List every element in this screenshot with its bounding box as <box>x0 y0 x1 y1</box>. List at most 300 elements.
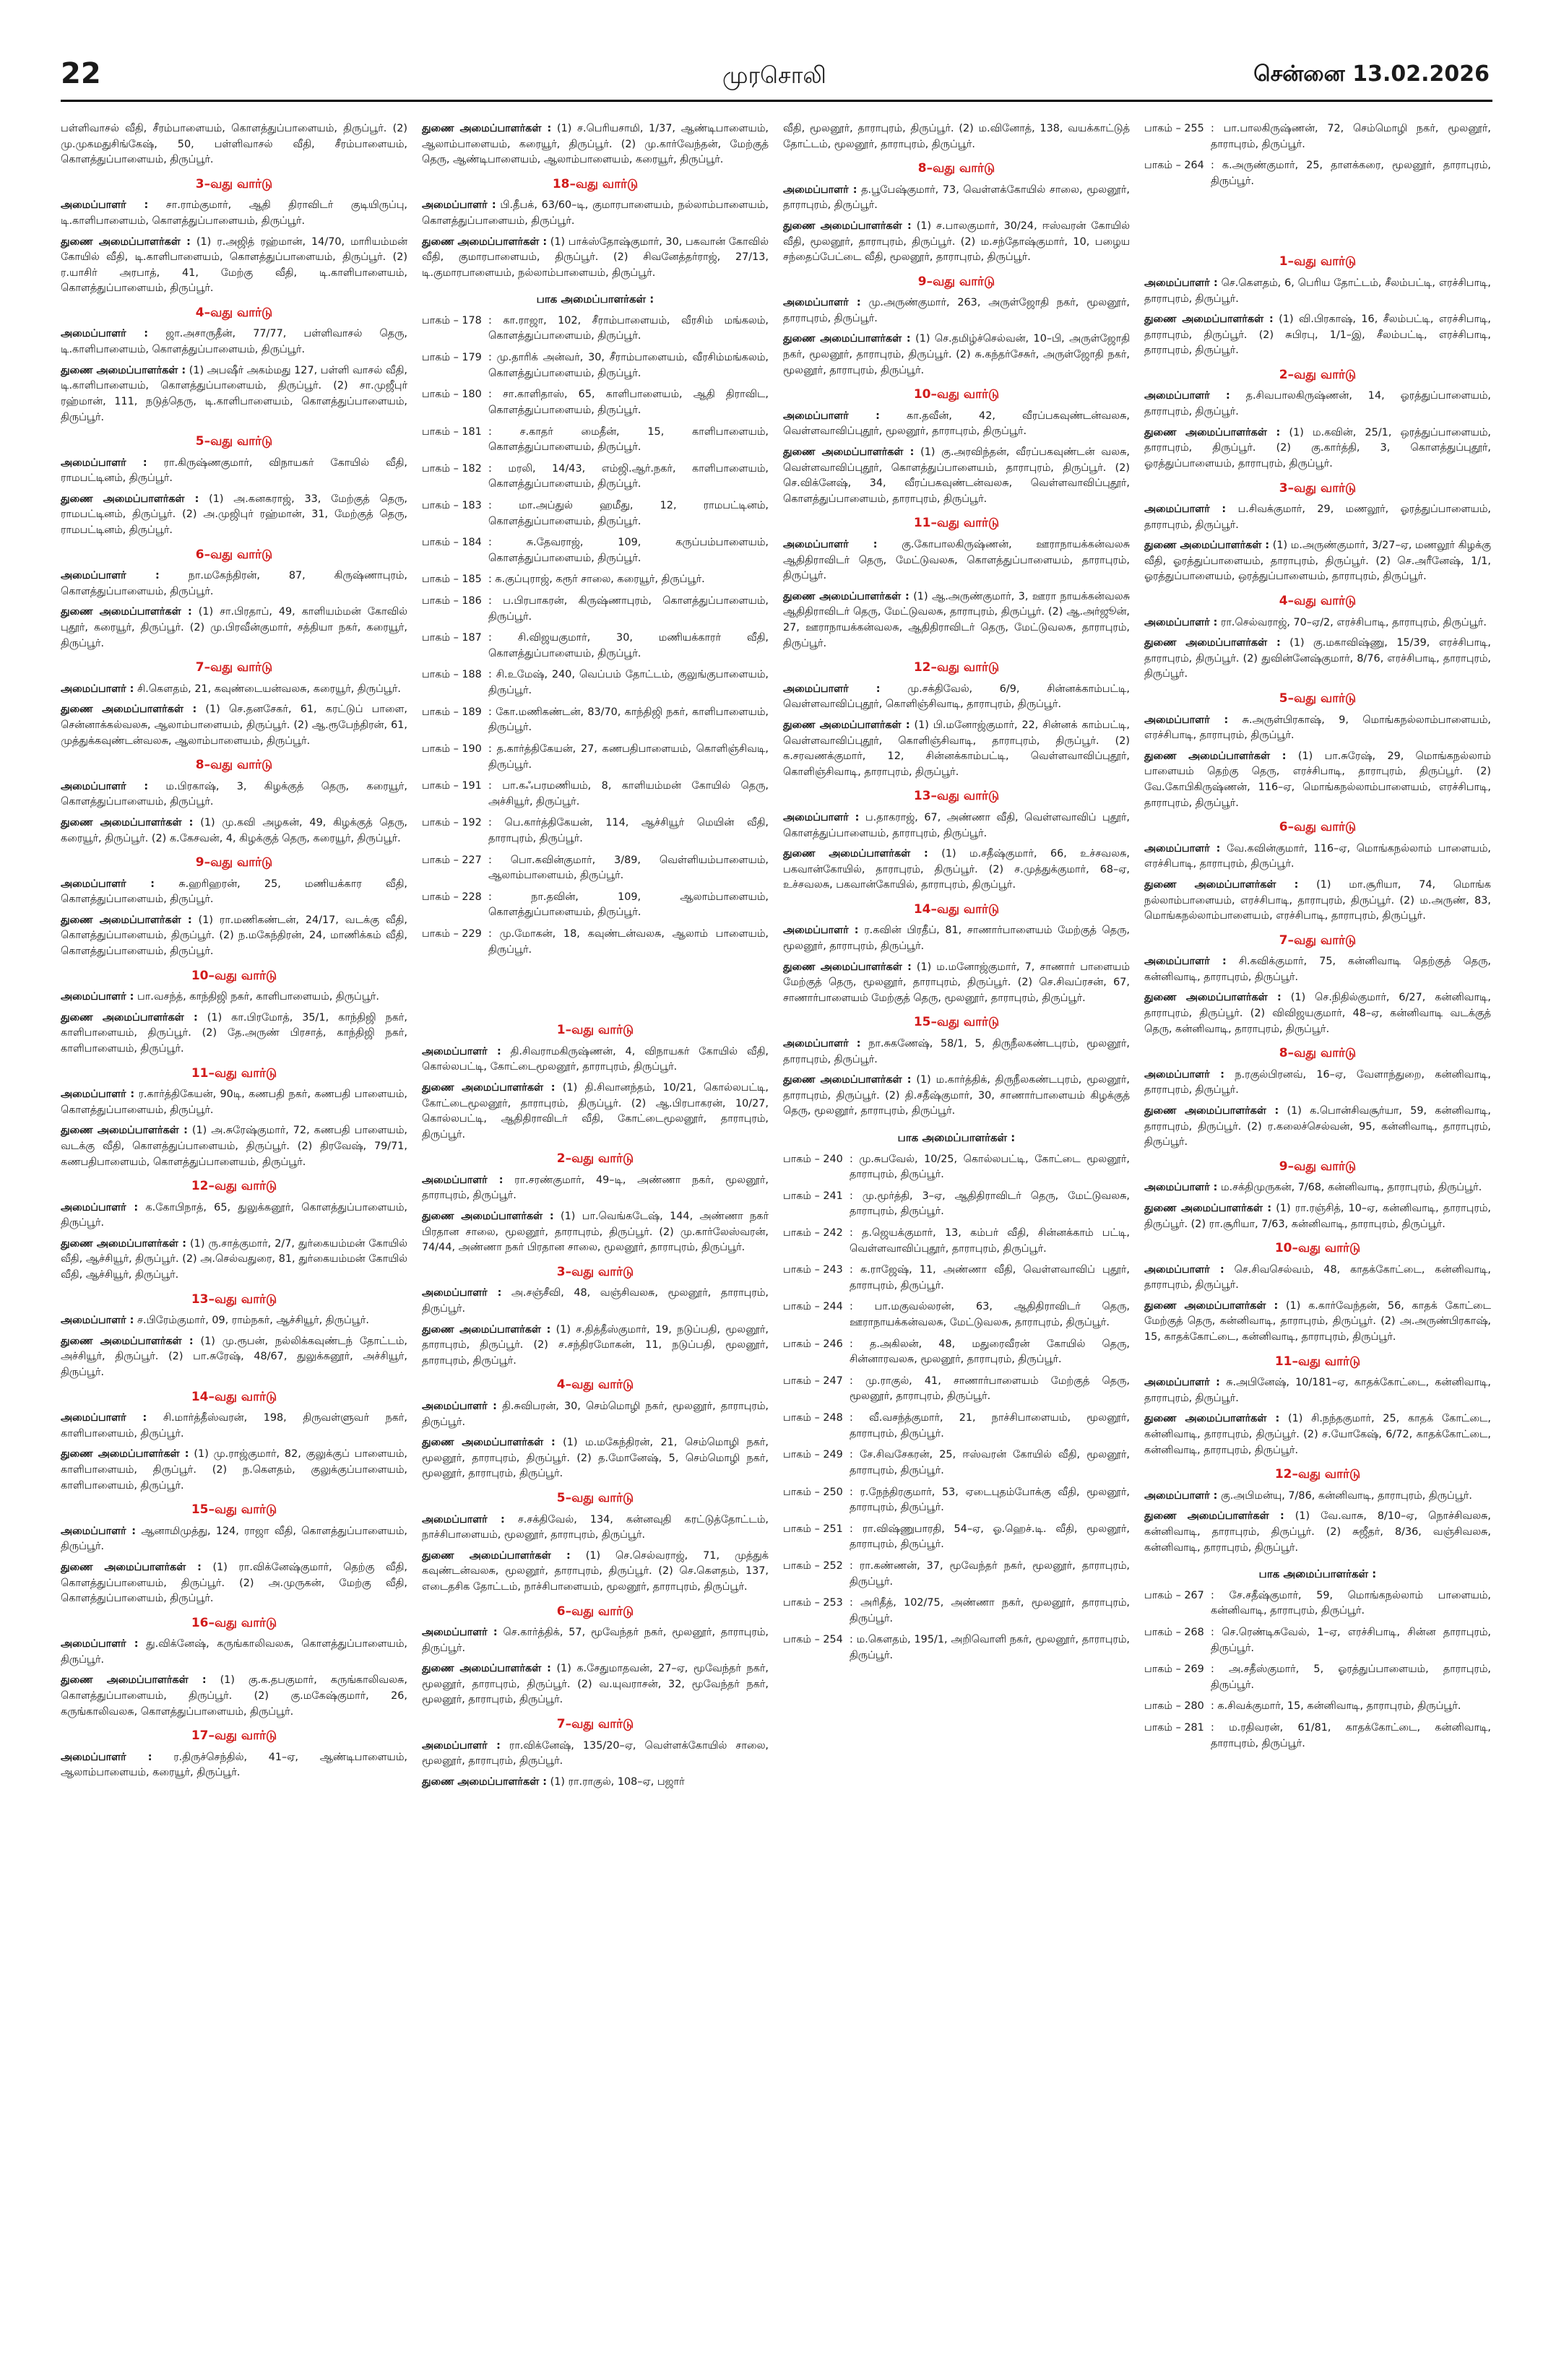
organizer-entry <box>783 718 1130 780</box>
organizer-entry <box>1144 389 1491 420</box>
organizer-entry <box>1144 1509 1491 1556</box>
booth-entry <box>422 462 769 493</box>
booth-entry <box>422 705 769 736</box>
role-label: துணை அமைப்பாளர்கள் : <box>422 1437 556 1449</box>
booth-entry <box>783 1559 1130 1590</box>
booth-number: பாகம் – 180 <box>422 389 482 401</box>
organizer-entry <box>61 913 407 960</box>
booth-entry <box>783 1522 1130 1553</box>
booth-number: பாகம் – 244 <box>783 1301 843 1313</box>
entry-text: (1) ரு.சாத்குமார், 2/7, துர்கையம்மன் கோயில் வீதி, ஆச்சியூர், திருப்பூர். (2) அ.செல்வதுரை, 81, துர்கையம்மன் கோயில் வீதி, ஆச்சியூர், திருப்பூர். <box>61 1237 407 1281</box>
ward-heading: 2–வது வார்டு <box>1279 367 1357 382</box>
booth-detail: : மு.மூர்த்தி, 3–ஏ, ஆதிதிராவிடர் தெரு, மேட்டுவலசு, தாராபுரம், திருப்பூர். <box>850 1190 1130 1218</box>
role-label: அமைப்பாளர் : <box>783 297 861 309</box>
organizer-entry <box>1144 878 1491 925</box>
booth-detail: : மு.தாரிக் அன்வர், 30, சீராம்பாளையம், வீரசிம்மங்கலம், கொளத்துப்பாளையம், திருப்பூர். <box>488 352 769 379</box>
organizer-entry <box>61 1750 407 1781</box>
booth-number: பாகம் – 268 <box>1144 1626 1204 1638</box>
entry-text: (1) செ.தமிழ்ச்செல்வன், 10–பி, அருள்ஜோதி நகர், மூலனூர், தாராபுரம், திருப்பூர். (2) சு.கந்தர்சேசுர், அருள்ஜோதி நகர், மூலனூர், தாராபுரம், திருப்பூர். <box>783 333 1130 376</box>
ward-heading: 3–வது வார்டு <box>1279 480 1357 496</box>
booth-number: பாகம் – 227 <box>422 854 482 866</box>
role-label: துணை அமைப்பாளர்கள் : <box>422 123 552 134</box>
booth-detail: : பா.பாலகிருஷ்ணன், 72, செம்மொழி நகர், மூலனூர், தாராபுரம், திருப்பூர். <box>1211 123 1491 150</box>
entry-text: ப.தாகராஜ், 67, அண்ணா வீதி, வெள்ளவாவிப் புதூர், கொளத்துப்பாளையம், தாராபுரம், திருப்பூர். <box>783 811 1130 839</box>
ward-heading: 5–வது வார்டு <box>1279 691 1357 706</box>
booth-detail: : மு.ராகுல், 41, சாணார்பாளையம் மேற்குத் தெரு, மூலனூர், தாராபுரம், திருப்பூர். <box>850 1375 1130 1403</box>
role-label: அமைப்பாளர் : <box>1144 616 1218 628</box>
booth-detail: : க.குப்புராஜ், கரூர் சாலை, கரையூர், திருப்பூர். <box>488 574 705 586</box>
entry-text: (1) க.கார்வேந்தன், 56, காதக் கோட்டை மேற்குத் தெரு, கன்னிவாடி, தாராபுரம், திருப்பூர். (2) அ.அருண்பிரகாஷ், 15, காதக்கோட்டை, கன்னிவாடி, தாராபுரம், திருப்பூர். <box>1144 1299 1491 1343</box>
role-label: துணை அமைப்பாளர்கள் : <box>422 1663 551 1675</box>
role-label: துணை அமைப்பாளர்கள் : <box>61 1561 202 1573</box>
role-label: துணை அமைப்பாளர்கள் : <box>61 1448 189 1461</box>
organizer-entry <box>422 1399 769 1430</box>
entry-text: (1) அ.கனகராஜ், 33, மேற்குத் தெரு, ராமபட்டினம், திருப்பூர். (2) அ.முஜிபுர் ரஹ்மான், 31, மேற்குத் தெரு, ராமபட்டினம், திருப்பூர். <box>61 493 407 537</box>
entry-text: (1) ஆ.அருண்குமார், 3, ஊரா நாயக்கன்வலசு ஆதிதிராவிடர் தெரு, மேட்டுவலசு, தாராபுரம், திருப்பூர். (2) ஆ.அர்ஜூன், 27, ஊராநாயக்கன்வலசு, ஆதிதிராவிடர் தெரு, மேட்டுவலசு, தாராபுரம், திருப்பூர். <box>783 590 1130 649</box>
entry-text: ரா.சரண்குமார், 49–டி, அண்ணா நகர், மூலனூர், தாராபுரம், திருப்பூர். <box>422 1174 769 1202</box>
column-4 <box>1144 121 1491 2360</box>
entry-text: (1) வே.வாசு, 8/10–ஏ, நொச்சிவலசு, கன்னிவாடி, தாராபுரம், திருப்பூர். (2) சுஜீதர், 8/36, வஞ்சிவலசு, கன்னிவாடி, தாராபுரம், திருப்பூர். <box>1144 1510 1491 1554</box>
organizer-entry <box>61 363 407 425</box>
role-label: துணை அமைப்பாளர்கள் : <box>61 1125 188 1137</box>
organizer-entry <box>422 1549 769 1596</box>
entry-text: ர.கார்த்திகேயன், 90டி, கணபதி நகர், கணபதி பாளையம், கொளத்துப்பாளையம், திருப்பூர். <box>61 1089 407 1116</box>
booth-number: பாகம் – 253 <box>783 1597 843 1609</box>
organizer-entry <box>783 295 1130 326</box>
role-label: அமைப்பாளர் : <box>61 199 149 212</box>
entry-text: (1) வி.பிரகாஷ், 16, சீலம்பட்டி, எரச்சிபாடி, தாராபுரம், திருப்பூர். (2) சுபிரபு, 1/1–இ, சீலம்பட்டி, எரச்சிபாடி, தாராபுரம், திருப்பூர். <box>1144 313 1491 357</box>
booth-detail: : ம.ரதிவரன், 61/81, காதக்கோட்டை, கன்னிவாடி, தாராபுரம், திருப்பூர். <box>1211 1721 1491 1749</box>
entry-text: (1) செ.தனசேகர், 61, கரட்டுப் பாளை, சென்னாக்கல்வலசு, ஆலாம்பாளையம், திருப்பூர். (2) ஆ.ரூபேந்திரன், 61, முத்துக்கவுண்டன்வலசு, ஆலாம்பாளையம், திருப்பூர். <box>61 704 407 747</box>
ward-heading: 6–வது வார்டு <box>1279 820 1357 835</box>
entry-text: சி.மார்த்தீஸ்வரன், 198, திருவள்ளுவர் நகர், காளிபாளையம், திருப்பூர். <box>61 1412 407 1440</box>
booth-number: பாகம் – 190 <box>422 743 482 755</box>
role-label: அமைப்பாளர் : <box>783 925 859 937</box>
booth-entry <box>422 350 769 381</box>
organizer-entry <box>422 1044 769 1076</box>
booth-detail: : நா.தவின், 109, ஆலாம்பாளையம், கொளத்துப்பாளையம், திருப்பூர். <box>488 891 769 919</box>
organizer-entry <box>783 445 1130 507</box>
booth-entry <box>422 535 769 566</box>
entry-text: மு.சக்திவேல், 6/9, சின்னக்காம்பட்டி, வெள்ளவாவிப்புதூர், கொளிஞ்சிவாடி, தாராபுரம், திருப்பூர். <box>783 683 1130 711</box>
role-label: அமைப்பாளர் : <box>1144 1263 1224 1276</box>
entry-text: (1) தி.சிவானந்தம், 10/21, கொல்லபட்டி, கோட்டைமூலனூர், தாராபுரம், திருப்பூர். (2) ஆ.பிரபாகரன், 10/27, கொல்லபட்டி, ஆதிதிராவிடர் வீதி, கோட்டைமூலனூர், தாராபுரம், திருப்பூர். <box>422 1081 769 1141</box>
role-label: அமைப்பாளர் : <box>1144 714 1229 726</box>
ward-heading: 11–வது வார்டு <box>1274 1354 1361 1369</box>
booth-entry <box>1144 158 1491 189</box>
entry-text: (1) ம.கார்த்திக், திருநீலகண்டபுரம், மூலனூர், தாராபுரம், திருப்பூர். (2) தி.சதீஷ்குமார், 30, சாணார்பாளையம் கிழக்குத் தெரு, மூலனூர், தாராபுரம், திருப்பூர். <box>783 1074 1130 1117</box>
booth-number: பாகம் – 228 <box>422 891 482 903</box>
masthead <box>0 0 1543 101</box>
entry-text: வீதி, மூலனூர், தாராபுரம், திருப்பூர். (2) ம.வினோத், 138, வயக்காட்டுத் தோட்டம், மூலனூர், தாராபுரம், திருப்பூர். <box>783 123 1130 150</box>
entry-text: (1) செ.செல்வராஜ், 71, முத்துக் கவுண்டன்வலசு, மூலனூர், தாராபுரம், திருப்பூர். (2) செ.கௌதம், 137, எடைதசிக தோட்டம், நாச்சிபாளையம், மூலனூர், தாராபுரம், திருப்பூர். <box>422 1549 769 1593</box>
role-label: துணை அமைப்பாளர்கள் : <box>1144 750 1287 762</box>
booth-number: பாகம் – 264 <box>1144 160 1204 172</box>
booth-detail: : த.ஜெயக்குமார், 13, கம்பர் வீதி, சின்னக்காம் பட்டி, வெள்ளவாவிப்புதூர், தாராபுரம், திருப்பூர். <box>850 1226 1130 1255</box>
role-label: அமைப்பாளர் : <box>1144 1068 1225 1081</box>
organizer-entry <box>61 1011 407 1057</box>
booth-entry <box>422 498 769 529</box>
ward-heading: 8–வது வார்டு <box>195 758 273 773</box>
entry-text: து.விக்னேஷ், கருங்காலிவலசு, கொளத்துப்பாளையம், திருப்பூர். <box>61 1638 407 1666</box>
role-label: அமைப்பாளர் : <box>1144 842 1221 854</box>
organizer-entry <box>1144 954 1491 985</box>
organizer-entry <box>1144 312 1491 359</box>
role-label: அமைப்பாளர் : <box>422 1045 501 1057</box>
role-label: துணை அமைப்பாளர்கள் : <box>61 493 199 505</box>
booth-detail: : மு.சுபவேல், 10/25, கொல்லபட்டி, கோட்டை மூலனூர், தாராபுரம், திருப்பூர். <box>850 1153 1130 1181</box>
entry-text: நா.மகேந்திரன், 87, கிருஷ்ணாபுரம், கொளத்துப்பாளையம், திருப்பூர். <box>61 570 407 597</box>
organizer-entry <box>1144 1180 1491 1196</box>
role-label: அமைப்பாளர் : <box>783 183 857 196</box>
booth-detail: : கோ.மணிகண்டன், 83/70, காந்திஜி நகர், காளிபாளையம், திருப்பூர். <box>488 706 769 734</box>
entry-text: (1) கு.அரவிந்தன், வீரப்பகவுண்டன் வலசு, வெள்ளவாவிப்புதூர், கொளத்துப்பாளையம், தாராபுரம், திருப்பூர். (2) செ.விக்னேஷ், 34, வீரப்பகவுண்டன்வலசு, வெள்ளவாவிப்புதூர், கொளத்துப்பாளையம், தாராபுரம், திருப்பூர். <box>783 446 1130 505</box>
ward-heading: 10–வது வார்டு <box>1274 1241 1361 1256</box>
booth-number: பாகம் – 246 <box>783 1338 843 1350</box>
role-label: துணை அமைப்பாளர்கள் : <box>61 816 194 828</box>
organizer-entry <box>61 990 407 1005</box>
booth-entry <box>422 425 769 456</box>
organizer-entry <box>422 1661 769 1708</box>
ward-heading: 8–வது வார்டு <box>917 161 995 176</box>
role-label: துணை அமைப்பாளர்கள் : <box>1144 637 1281 649</box>
organizer-entry <box>61 815 407 847</box>
role-label: துணை அமைப்பாளர்கள் : <box>61 235 191 248</box>
ward-heading: 9–வது வார்டு <box>1279 1159 1357 1174</box>
ward-heading: 12–வது வார்டு <box>191 1179 277 1194</box>
role-label: அமைப்பாளர் : <box>61 1412 147 1424</box>
booth-detail: : பா.மகுவல்லரன், 63, ஆதிதிராவிடர் தெரு, ஊராநாயக்கன்வலசு, மேட்டுவலசு, தாராபுரம், திருப்பூர். <box>850 1301 1130 1329</box>
organizer-entry <box>61 1313 407 1329</box>
organizer-entry <box>61 702 407 749</box>
entry-text: ம.பிரகாஷ், 3, கிழக்குத் தெரு, கரையூர், கொளத்துப்பாளையம், திருப்பூர். <box>61 780 407 808</box>
booth-number: பாகம் – 249 <box>783 1449 843 1461</box>
ward-heading: 3–வது வார்டு <box>556 1264 634 1279</box>
role-label: துணை அமைப்பாளர்கள் : <box>1144 540 1270 552</box>
organizer-entry <box>61 1237 407 1284</box>
organizer-entry <box>61 1123 407 1170</box>
role-label: அமைப்பாளர் : <box>422 1739 501 1752</box>
ward-heading: 2–வது வார்டு <box>556 1151 634 1167</box>
ward-heading: 6–வது வார்டு <box>556 1604 634 1619</box>
booth-detail: : த.கார்த்திகேயன், 27, கணபதிபாளையம், கொளிஞ்சிவடி, திருப்பூர். <box>488 743 769 771</box>
entry-text: (1) மு.ராஜ்குமார், 82, குலுக்குப் பாளையம், காளிபாளையம், திருப்பூர். (2) ந.கௌதம், குலுக்குப்பாளையம், காளிபாளையம், திருப்பூர். <box>61 1448 407 1492</box>
booth-entry <box>783 1448 1130 1479</box>
booth-detail: : ம.கௌதம், 195/1, அறிவொளி நகர், மூலனூர், தாராபுரம், திருப்பூர். <box>850 1634 1130 1661</box>
role-label: துணை அமைப்பாளர்கள் : <box>61 1335 194 1347</box>
organizer-entry <box>61 1560 407 1607</box>
entry-text: ரா.செல்வராஜ், 70–ஏ/2, எரச்சிபாடி, தாராபுரம், திருப்பூர். <box>1220 616 1487 628</box>
ward-heading: 18–வது வார்டு <box>552 176 639 191</box>
organizer-entry <box>1144 1489 1491 1505</box>
role-label: அமைப்பாளர் : <box>1144 1489 1218 1502</box>
booth-detail: : மு.மோகன், 18, கவுண்டன்வலசு, ஆலாம் பாளையம், திருப்பூர். <box>488 927 769 956</box>
ward-heading: 8–வது வார்டு <box>1279 1046 1357 1061</box>
role-label: அமைப்பாளர் : <box>422 1287 502 1299</box>
organizer-entry <box>1144 713 1491 744</box>
entry-text: (1) பி.மனோஜ்குமார், 22, சின்னக் காம்பட்டி, வெள்ளவாவிப்புதூர், கொளிஞ்சிவாடி, தாராபுரம், திருப்பூர். (2) க.சரவணக்குமார், 12, சின்னக்காம்பட்டி, வெள்ளவாவிப்புதூர், கொளிஞ்சிவாடி, தாராபுரம், திருப்பூர். <box>783 719 1130 778</box>
role-label: அமைப்பாளர் : <box>783 538 878 550</box>
booth-entry <box>422 594 769 625</box>
ward-heading: 7–வது வார்டு <box>1279 932 1357 948</box>
organizer-entry <box>422 1739 769 1770</box>
role-label: துணை அமைப்பாளர்கள் : <box>61 606 192 618</box>
ward-heading: 1–வது வார்டு <box>556 1023 634 1038</box>
role-label: அமைப்பாளர் : <box>783 811 860 823</box>
entry-text: கா.தவீன், 42, வீரப்பகவுண்டன்வலசு, வெள்ளவாவிப்புதூர், மூலனூர், தாராபுரம், திருப்பூர். <box>783 410 1130 438</box>
organizer-entry <box>1144 1263 1491 1294</box>
entry-text: ரா.விக்னேஷ், 135/20–ஏ, வெள்ளக்கோயில் சாலை, மூலனூர், தாராபுரம், திருப்பூர். <box>422 1739 769 1767</box>
role-label: துணை அமைப்பாளர்கள் : <box>422 1549 571 1562</box>
role-label: அமைப்பாளர் : <box>783 410 880 422</box>
entry-text: (1) க.சேதுமாதவன், 27–ஏ, மூவேந்தர் நகர், மூலனூர், தாராபுரம், திருப்பூர். (2) வ.யுவராசன், 32, மூவேந்தர் நகர், மூலனூர், தாராபுரம், திருப்பூர். <box>422 1663 769 1706</box>
booth-number: பாகம் – 183 <box>422 499 482 511</box>
organizer-entry <box>1144 636 1491 683</box>
booth-number: பாகம் – 267 <box>1144 1589 1204 1601</box>
entry-text: (1) சா.பிரதாப், 49, காளியம்மன் கோவில் புதூர், கரையூர், திருப்பூர். (2) மு.பிரவீன்குமார், சத்தியா நகர், கரையூர், திருப்பூர். <box>61 606 407 649</box>
role-label: அமைப்பாளர் : <box>422 1627 498 1639</box>
role-label: அமைப்பாளர் : <box>61 1201 139 1213</box>
organizer-entry <box>61 1411 407 1442</box>
booth-detail: : கா.ராஜா, 102, சீராம்பாளையம், வீரசிம் மங்கலம், கொளத்துப்பாளையம், திருப்பூர். <box>488 314 769 342</box>
entry-text: (1) ம.மனோஜ்குமார், 7, சாணார் பாளையம் மேற்குத் தெரு, மூலனூர், தாராபுரம், திருப்பூர். (2) செ.சிவப்ரசன், 67, சாணார்பாளையம் மேற்குத் தெரு, மூலனூர், தாராபுரம், திருப்பூர். <box>783 961 1130 1004</box>
organizer-entry <box>783 682 1130 713</box>
role-label: துணை அமைப்பாளர்கள் : <box>61 364 186 376</box>
entry-text: பள்ளிவாசல் வீதி, சீரம்பாளையம், கொளத்துப்பாளையம், திருப்பூர். (2) மு.முகமதுசிங்கேஷ், 50, பள்ளிவாசல் வீதி, சீரம்பாளையம், கொளத்துப்பாளையம், திருப்பூர். <box>61 123 407 166</box>
entry-text: (1) கா.பிரமோத், 35/1, காந்திஜி நகர், காளிபாளையம், திருப்பூர். (2) தே.அருண் பிரசாத், காந்திஜி நகர், காளிபாளையம், திருப்பூர். <box>61 1011 407 1055</box>
role-label: துணை அமைப்பாளர்கள் : <box>61 1011 198 1024</box>
booth-number: பாகம் – 280 <box>1144 1700 1204 1713</box>
booth-entry <box>422 313 769 345</box>
booth-number: பாகம் – 181 <box>422 425 482 438</box>
booth-detail: : வீ.வசந்த்குமார், 21, நாச்சிபாளையம், மூலனூர், தாராபுரம், திருப்பூர். <box>850 1412 1130 1440</box>
entry-text: ச.பிரேம்குமார், 09, ராம்நகர், ஆச்சியூர், திருப்பூர். <box>137 1315 369 1327</box>
organizer-entry <box>1144 1104 1491 1151</box>
booth-entry <box>1144 1721 1491 1752</box>
role-label: துணை அமைப்பாளர்கள் : <box>61 1674 207 1687</box>
role-label: அமைப்பாளர் : <box>783 683 881 695</box>
entry-text: ஆனாமிமுத்து, 124, ராஜா வீதி, கொளத்துப்பாளையம், திருப்பூர். <box>61 1525 407 1553</box>
organizer-entry <box>422 1435 769 1482</box>
role-label: துணை அமைப்பாளர்கள் : <box>422 1081 556 1094</box>
entry-text: (1) சி.நந்தகுமார், 25, காதக் கோட்டை, கன்னிவாடி, தாராபுரம், திருப்பூர். (2) ச.யோகேஷ், 6/72, காதக்கோட்டை, கன்னிவாடி, தாராபுரம், திருப்பூர். <box>1144 1413 1491 1456</box>
role-label: துணை அமைப்பாளர்கள் : <box>422 1323 551 1336</box>
organizer-entry <box>783 1073 1130 1120</box>
entry-text: (1) மா.சூரியா, 74, மொங்க நல்லாம்பாளையம், எரச்சிபாடி, தாராபுரம், திருப்பூர். (2) ம.அருண், 83, மொங்கநல்லாம்பாளையம், எரச்சிபாடி, தாராபுரம், திருப்பூர். <box>1144 878 1491 922</box>
organizer-entry <box>783 409 1130 440</box>
ward-heading: 11–வது வார்டு <box>913 516 1000 531</box>
role-label: துணை அமைப்பாளர்கள் : <box>1144 313 1274 326</box>
role-label: அமைப்பாளர் : <box>61 570 160 582</box>
entry-text: (1) ர.அஜித் ரஹ்மான், 14/70, மாரியம்மன் கோயில் வீதி, டி.காளிபாளையம், கொளத்துப்பாளையம், திருப்பூர். (2) ர.யாசிர் அரபாத், 41, மேற்கு வீதி, டி.காளிபாளையம், கொளத்துப்பாளையம், திருப்பூர். <box>61 235 407 295</box>
booth-number: பாகம் – 182 <box>422 462 482 475</box>
entry-text: ர.திருச்செந்தில், 41–ஏ, ஆண்டிபாளையம், ஆலாம்பாளையம், கரையூர், திருப்பூர். <box>61 1751 407 1779</box>
booth-number: பாகம் – 255 <box>1144 123 1204 134</box>
booth-detail: : பா.கஃபரமணியம், 8, காளியம்மன் கோயில் தெரு, அச்சியூர், திருப்பூர். <box>488 780 769 808</box>
role-label: துணை அமைப்பாளர்கள் : <box>1144 878 1299 891</box>
ward-heading: 12–வது வார்டு <box>1274 1467 1361 1482</box>
role-label: அமைப்பாளர் : <box>61 683 134 695</box>
organizer-entry <box>1144 1411 1491 1458</box>
entry-text: (1) மு.கவி அழகன், 49, கிழக்குத் தெரு, கரையூர், திருப்பூர். (2) க.கேசவன், 4, கிழக்குத் தெரு, கரையூர், திருப்பூர். <box>61 816 407 844</box>
role-label: அமைப்பாளர் : <box>1144 1377 1220 1389</box>
booth-number: பாகம் – 243 <box>783 1264 843 1276</box>
role-label: அமைப்பாளர் : <box>422 1513 505 1526</box>
entry-text: (1) ம.கவின், 25/1, ஒரத்துப்பாளையம், தாராபுரம், திருப்பூர். (2) கு.கார்த்தி, 3, கொளத்துப்புதூர், ஓரத்துப்பாளையம், தாராபுரம், திருப்பூர். <box>1144 426 1491 469</box>
ward-heading: 14–வது வார்டு <box>913 901 1000 917</box>
booth-detail: : செ.ரெண்டிசுவேல், 1–ஏ, எரச்சிபாடி, சின்ன தாராபுரம், திருப்பூர். <box>1211 1626 1491 1654</box>
organizer-entry <box>61 326 407 358</box>
entry-text: சா.ராம்குமார், ஆதி திராவிடர் குடியிருப்பு, டி.காளிபாளையம், கொளத்துப்பாளையம், திருப்பூர். <box>61 199 407 227</box>
entry-text: ர.கவின் பிரதீப், 81, சாணார்பாளையம் மேற்குத் தெரு, மூலனூர், தாராபுரம், திருப்பூர். <box>783 925 1130 953</box>
booth-entry <box>422 387 769 418</box>
entry-text: (1) ச.தித்தீஸ்குமார், 19, நடுப்பதி, மூலனூர், தாராபுரம், திருப்பூர். (2) ச.சந்திரமோகன், 11, நடுப்பதி, மூலனூர், தாராபுரம், திருப்பூர். <box>422 1323 769 1367</box>
organizer-entry <box>61 1087 407 1118</box>
booth-entry <box>1144 1699 1491 1715</box>
booth-heading: பாக அமைப்பாளர்கள் : <box>536 293 654 306</box>
booth-detail: : சி.விஜயகுமார், 30, மணியக்காரர் வீதி, கொளத்துப்பாளையம், திருப்பூர். <box>488 632 769 659</box>
article-body <box>61 121 1491 2360</box>
role-label: துணை அமைப்பாளர்கள் : <box>61 704 197 716</box>
ward-heading: 13–வது வார்டு <box>913 789 1000 804</box>
booth-detail: : த.அகிலன், 48, மதுரைவீரன் கோயில் தெரு, சின்னாரவலசு, மூலனூர், தாராபுரம், திருப்பூர். <box>850 1338 1130 1366</box>
role-label: துணை அமைப்பாளர்கள் : <box>422 1211 554 1223</box>
organizer-entry <box>1144 615 1491 631</box>
booth-number: பாகம் – 281 <box>1144 1721 1204 1734</box>
entry-text: சு.ஹரிஹரன், 25, மணியக்கார வீதி, கொளத்துப்பாளையம், திருப்பூர். <box>61 878 407 906</box>
role-label: அமைப்பாளர் : <box>61 328 149 340</box>
page-number: 22 <box>61 57 101 90</box>
booth-heading: பாக அமைப்பாளர்கள் : <box>897 1131 1016 1145</box>
entry-text: (1) க.பொன்சிவசூர்யா, 59, கன்னிவாடி, தாராபுரம், திருப்பூர். (2) ர.கலைச்செல்வன், 95, கன்னிவாடி, தாராபுரம், திருப்பூர். <box>1144 1104 1491 1148</box>
organizer-entry <box>783 923 1130 954</box>
entry-text: செ.கௌதம், 6, பெரிய தோட்டம், சீலம்பட்டி, எரச்சிபாடி, தாராபுரம், திருப்பூர். <box>1144 277 1491 305</box>
role-label: அமைப்பாளர் : <box>1144 503 1227 516</box>
booth-number: பாகம் – 250 <box>783 1486 843 1498</box>
organizer-entry <box>422 1173 769 1204</box>
role-label: துணை அமைப்பாளர்கள் : <box>783 590 909 602</box>
role-label: துணை அமைப்பாளர்கள் : <box>1144 1104 1279 1117</box>
role-label: துணை அமைப்பாளர்கள் : <box>422 235 548 248</box>
organizer-entry <box>61 1334 407 1381</box>
entry-text: (1) ரா.விக்னேஷ்குமார், தெற்கு வீதி, கொளத்துப்பாளையம், திருப்பூர். (2) அ.முருகன், மேற்கு வீதி, கொளத்துப்பாளையம், திருப்பூர். <box>61 1561 407 1605</box>
organizer-entry <box>61 456 407 487</box>
organizer-entry <box>61 682 407 698</box>
role-label: அமைப்பாளர் : <box>61 1525 137 1537</box>
entry-text: (1) கு.மகாவிஷ்ணு, 15/39, எரச்சிபாடி, தாராபுரம், திருப்பூர். (2) துவின்னேஷ்குமார், 8/76, எரச்சிபாடி, தாராபுரம், திருப்பூர். <box>1144 637 1491 680</box>
organizer-entry <box>783 537 1130 584</box>
ward-heading: 7–வது வார்டு <box>195 660 273 675</box>
ward-heading: 5–வது வார்டு <box>195 434 273 449</box>
role-label: அமைப்பாளர் : <box>61 456 147 469</box>
booth-entry <box>422 890 769 921</box>
organizer-entry <box>783 1037 1130 1068</box>
role-label: துணை அமைப்பாளர்கள் : <box>783 220 912 232</box>
role-label: துணை அமைப்பாளர்கள் : <box>783 848 928 860</box>
booth-detail: : பெ.கார்த்திகேயன், 114, ஆச்சியூர் மெயின் வீதி, தாராபுரம், திருப்பூர். <box>488 817 769 844</box>
column-3 <box>783 121 1130 2360</box>
booth-detail: : ப.பிரபாகரன், கிருஷ்ணாபுரம், கொளத்துப்பாளையம், திருப்பூர். <box>488 595 769 623</box>
organizer-entry <box>61 235 407 297</box>
organizer-entry <box>783 332 1130 378</box>
entry-text: ச.சக்திவேல், 134, கன்னவுதி கரட்டுத்தோட்டம், நாச்சிபாளையம், மூலனூர், தாராபுரம், திருப்பூர். <box>422 1513 769 1541</box>
organizer-entry <box>1144 841 1491 873</box>
booth-entry <box>783 1596 1130 1627</box>
entry-text: (1) ரா.ரஞ்சித், 10–ஏ, கன்னிவாடி, தாராபுரம், திருப்பூர். (2) ரா.சூரியா, 7/63, கன்னிவாடி, தாராபுரம், திருப்பூர். <box>1144 1202 1491 1230</box>
entry-text: வே.கவின்குமார், 116–ஏ, மொங்கநல்லாம் பாளையம், எரச்சிபாடி, தாராபுரம், திருப்பூர். <box>1144 842 1491 870</box>
entry-text: (1) ரா.ராகுல், 108–ஏ, பஜார் <box>550 1775 685 1788</box>
booth-number: பாகம் – 269 <box>1144 1663 1204 1676</box>
entry-text: (1) செ.நிதில்குமார், 6/27, கன்னிவாடி, தாராபுரம், திருப்பூர். (2) விவிஜயகுமார், 48–ஏ, கன்னிவாடி வடக்குத் தெரு, கன்னிவாடி, தாராபுரம், திருப்பூர். <box>1144 992 1491 1035</box>
ward-heading: 6–வது வார்டு <box>195 547 273 562</box>
role-label: துணை அமைப்பாளர்கள் : <box>1144 992 1281 1004</box>
booth-number: பாகம் – 184 <box>422 537 482 549</box>
organizer-entry <box>61 779 407 810</box>
booth-number: பாகம் – 242 <box>783 1226 843 1239</box>
entry-text: ம.சக்திமுருகன், 7/68, கன்னிவாடி, தாராபுரம், திருப்பூர். <box>1220 1182 1482 1194</box>
entry-text: ரா.கிருஷ்ணகுமார், விநாயகர் கோயில் வீதி, ராமபட்டினம், திருப்பூர். <box>61 456 407 485</box>
booth-detail: : ரா.கண்ணன், 37, மூவேந்தர் நகர், மூலனூர், தாராபுரம், திருப்பூர். <box>850 1559 1130 1588</box>
ward-heading: 15–வது வார்டு <box>913 1015 1000 1030</box>
booth-detail: : சே.சதீஷ்குமார், 59, மொங்கநல்லாம் பாளையம், கன்னிவாடி, தாராபுரம், திருப்பூர். <box>1211 1589 1491 1617</box>
organizer-entry <box>61 198 407 229</box>
booth-entry <box>783 1299 1130 1330</box>
ward-heading: 1–வது வார்டு <box>1279 254 1357 269</box>
role-label: துணை அமைப்பாளர்கள் : <box>783 446 915 459</box>
organizer-entry <box>61 1673 407 1720</box>
ward-heading: 10–வது வார்டு <box>191 968 277 983</box>
booth-number: பாகம் – 188 <box>422 669 482 681</box>
ward-heading: 13–வது வார்டு <box>191 1291 277 1307</box>
role-label: அமைப்பாளர் : <box>422 199 496 212</box>
booth-number: பாகம் – 248 <box>783 1412 843 1424</box>
organizer-entry <box>1144 538 1491 585</box>
role-label: அமைப்பாளர் : <box>1144 390 1230 402</box>
role-label: துணை அமைப்பாளர்கள் : <box>422 1775 548 1788</box>
booth-entry <box>783 1189 1130 1220</box>
booth-number: பாகம் – 191 <box>422 780 482 792</box>
entry-text: சு.அபினேஷ், 10/181–ஏ, காதக்கோட்டை, கன்னிவாடி, தாராபுரம், திருப்பூர். <box>1144 1377 1491 1404</box>
organizer-entry <box>61 492 407 539</box>
organizer-entry <box>783 589 1130 652</box>
booth-entry <box>422 631 769 662</box>
organizer-entry <box>1144 1201 1491 1232</box>
role-label: அமைப்பாளர் : <box>1144 1182 1218 1194</box>
booth-number: பாகம் – 251 <box>783 1523 843 1535</box>
role-label: துணை அமைப்பாளர்கள் : <box>61 1237 186 1250</box>
booth-entry <box>1144 1662 1491 1693</box>
entry-text: தி.சுவிபரன், 30, செம்மொழி நகர், மூலனூர், தாராபுரம், திருப்பூர். <box>422 1400 769 1428</box>
organizer-entry <box>422 1513 769 1544</box>
organizer-entry <box>1144 1068 1491 1099</box>
entry-text: (1) ம.சதீஷ்குமார், 66, உச்சவலசு, பகவான்கோயில், தாராபுரம், திருப்பூர். (2) ச.முத்துக்குமார், 68–ஏ, உச்சவலசு, பகவான்கோயில், தாராபுரம், திருப்பூர். <box>783 848 1130 891</box>
entry-text: சு.அருள்பிரகாஷ், 9, மொங்கநல்லாம்பாளையம், எரச்சிபாடி, தாராபுரம், திருப்பூர். <box>1144 714 1491 742</box>
ward-heading: 14–வது வார்டு <box>191 1389 277 1404</box>
ward-heading: 4–வது வார்டு <box>556 1377 634 1393</box>
entry-text: க.கோபிநாத், 65, துலுக்கனூர், கொளத்துப்பாளையம், திருப்பூர். <box>61 1201 407 1229</box>
masthead-rule <box>61 100 1492 102</box>
organizer-entry <box>1144 1375 1491 1406</box>
role-label: அமைப்பாளர் : <box>422 1400 497 1412</box>
entry-text: சி.கவிக்குமார், 75, கன்னிவாடி தெற்குத் தெரு, கன்னிவாடி, தாராபுரம், திருப்பூர். <box>1144 956 1491 983</box>
booth-number: பாகம் – 187 <box>422 632 482 644</box>
organizer-entry <box>61 1524 407 1555</box>
booth-entry <box>422 853 769 884</box>
organizer-entry <box>422 235 769 282</box>
role-label: அமைப்பாளர் : <box>783 1037 861 1050</box>
role-label: துணை அமைப்பாளர்கள் : <box>783 961 912 973</box>
edition-date: சென்னை 13.02.2026 <box>1253 61 1490 87</box>
